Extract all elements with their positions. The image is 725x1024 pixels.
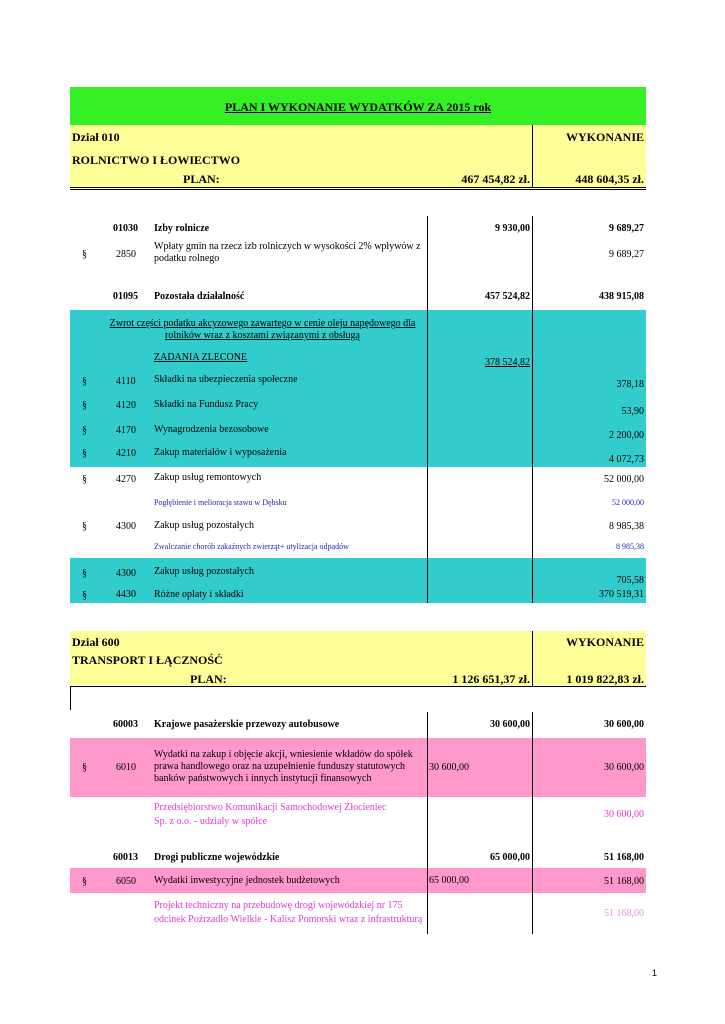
page-number: 1 <box>652 968 658 978</box>
row-note-exec: 52 000,00 <box>612 498 644 507</box>
divider <box>532 738 533 797</box>
plan-total: 467 454,82 zł. <box>461 172 530 186</box>
divider <box>427 216 428 310</box>
row-code: 6050 <box>116 876 136 887</box>
row-exec: 30 600,00 <box>604 719 644 730</box>
row-name: Różne opłaty i składki <box>154 589 244 600</box>
paragraph-symbol: § <box>82 474 87 485</box>
divider <box>427 467 428 558</box>
row-plan: 9 930,00 <box>495 223 530 234</box>
divider <box>532 216 533 310</box>
section-name: TRANSPORT I ŁĄCZNOŚĆ <box>72 653 223 667</box>
section-name: ROLNICTWO I ŁOWIECTWO <box>72 153 241 167</box>
row-code: 01030 <box>113 223 138 234</box>
row-name: Pozostała działalność <box>154 291 245 302</box>
row-exec: 438 915,08 <box>599 291 644 302</box>
paragraph-symbol: § <box>82 376 87 387</box>
row-name: Składki na ubezpieczenia społeczne <box>154 374 298 385</box>
row-name: Składki na Fundusz Pracy <box>154 399 259 410</box>
wykonanie-header: WYKONANIE <box>565 635 644 649</box>
paragraph-symbol: § <box>82 400 87 411</box>
section-dzial: Dział 010 <box>72 130 120 144</box>
paragraph-symbol: § <box>82 568 87 579</box>
exec-total: 448 604,35 zł. <box>575 172 644 186</box>
row-exec: 4 072,73 <box>609 454 644 465</box>
paragraph-symbol: § <box>82 249 87 260</box>
row-code: 4300 <box>116 521 136 532</box>
row-plan: 30 600,00 <box>429 762 469 773</box>
plan-label: PLAN: <box>190 672 227 686</box>
plan-label: PLAN: <box>183 172 220 186</box>
row-code: 4300 <box>116 568 136 579</box>
row-exec: 51 168,00 <box>604 852 644 863</box>
row-exec: 9 689,27 <box>609 249 644 260</box>
row-exec: 51 168,00 <box>604 876 644 887</box>
row-exec: 9 689,27 <box>609 223 644 234</box>
row-exec: 52 000,00 <box>604 474 644 485</box>
row-name: Krajowe pasażerskie przewozy autobusowe <box>154 719 340 730</box>
row-name: Wynagrodzenia bezosobowe <box>154 424 269 435</box>
plan-total: 1 126 651,37 zł. <box>452 672 530 686</box>
row-note: Pogłębienie i melioracja stawu w Dębsku <box>154 498 287 507</box>
row-exec: 370 519,31 <box>599 589 644 600</box>
row-exec: 8 985,38 <box>609 521 644 532</box>
paragraph-symbol: § <box>82 590 87 601</box>
paragraph-symbol: § <box>82 762 87 773</box>
row-note: Przedsiębiorstwo Komunikacji Samochodowej Złocieniec <box>154 802 387 813</box>
row-note-exec: 8 985,38 <box>616 542 644 551</box>
divider <box>427 310 428 467</box>
row-exec: 53,90 <box>621 406 644 417</box>
row-plan: 457 524,82 <box>485 291 530 302</box>
row-name: Wpłaty gmin na rzecz izb rolniczych w wysokości 2% wpływów z podatku rolnego <box>154 241 421 264</box>
divider <box>70 686 646 687</box>
divider <box>427 868 428 893</box>
exec-total: 1 019 822,83 zł. <box>566 672 644 686</box>
row-exec: 2 200,00 <box>609 430 644 441</box>
row-plan: 65 000,00 <box>429 875 469 886</box>
row-name: Zakup materiałów i wyposażenia <box>154 447 287 458</box>
row-code: 2850 <box>116 249 136 260</box>
row-exec: 378,18 <box>616 379 644 390</box>
divider <box>532 125 533 187</box>
page-title: PLAN I WYKONANIE WYDATKÓW ZA 2015 rok <box>224 100 492 114</box>
section-dzial: Dział 600 <box>72 635 120 649</box>
row-note-exec: 51 168,00 <box>604 908 644 919</box>
row-name: Izby rolnicze <box>154 223 210 234</box>
row-code: 60013 <box>113 852 138 863</box>
divider <box>532 310 533 467</box>
row-note: Projekt techniczny na przebudowę drogi wojewódzkiej nr 175 <box>154 900 403 911</box>
zwrot-description: Zwrot części podatku akcyzowego zawartego w cenie oleju napędowego dla rolników wraz z kosztami związanymi z obsługą <box>109 318 416 341</box>
divider <box>532 631 533 686</box>
divider <box>427 558 428 603</box>
divider <box>70 189 646 190</box>
row-code: 4110 <box>116 376 136 387</box>
zadania-zlecone-label: ZADANIA ZLECONE <box>154 352 248 363</box>
row-plan: 65 000,00 <box>490 852 530 863</box>
row-note: odcinek Poźrzadło Wielkie - Kalisz Pomorski wraz z infrastrukturą <box>154 914 423 925</box>
paragraph-symbol: § <box>82 448 87 459</box>
paragraph-symbol: § <box>82 521 87 532</box>
divider <box>532 467 533 558</box>
row-code: 4210 <box>116 448 136 459</box>
paragraph-symbol: § <box>82 425 87 436</box>
divider <box>427 738 428 797</box>
row-code: 60003 <box>113 719 138 730</box>
row-name: Zakup usług pozostałych <box>154 566 254 577</box>
row-plan: 30 600,00 <box>490 719 530 730</box>
row-exec: 30 600,00 <box>604 762 644 773</box>
row-name: Wydatki inwestycyjne jednostek budżetowych <box>154 875 340 886</box>
row-note-exec: 30 600,00 <box>604 809 644 820</box>
row-code: 4170 <box>116 425 136 436</box>
divider <box>70 686 71 710</box>
row-code: 4120 <box>116 400 136 411</box>
row-name: Zakup usług pozostałych <box>154 520 254 531</box>
row-code: 4430 <box>116 589 136 600</box>
row-code: 01095 <box>113 291 138 302</box>
paragraph-symbol: § <box>82 876 87 887</box>
row-note: Zwalczanie chorób zakaźnych zwierząt+ utylizacja odpadów <box>154 542 349 551</box>
row-exec: 705,58 <box>616 575 644 586</box>
row-code: 4270 <box>116 474 136 485</box>
row-note: Sp. z o.o. - udziały w spółce <box>154 816 268 827</box>
row-name: Drogi publiczne wojewódzkie <box>154 852 280 863</box>
divider <box>70 187 646 188</box>
wykonanie-header: WYKONANIE <box>565 130 644 144</box>
row-name: Zakup usług remontowych <box>154 472 262 483</box>
row-name: Wydatki na zakup i objęcie akcji, wniesienie wkładów do spółek prawa handlowego oraz na uzupełnienie funduszy statutowych banków państwowych i innych instytucji finansowych <box>154 749 413 784</box>
zadania-plan: 378 524,82 <box>485 357 530 368</box>
divider <box>532 868 533 893</box>
divider <box>532 558 533 603</box>
row-code: 6010 <box>116 762 136 773</box>
